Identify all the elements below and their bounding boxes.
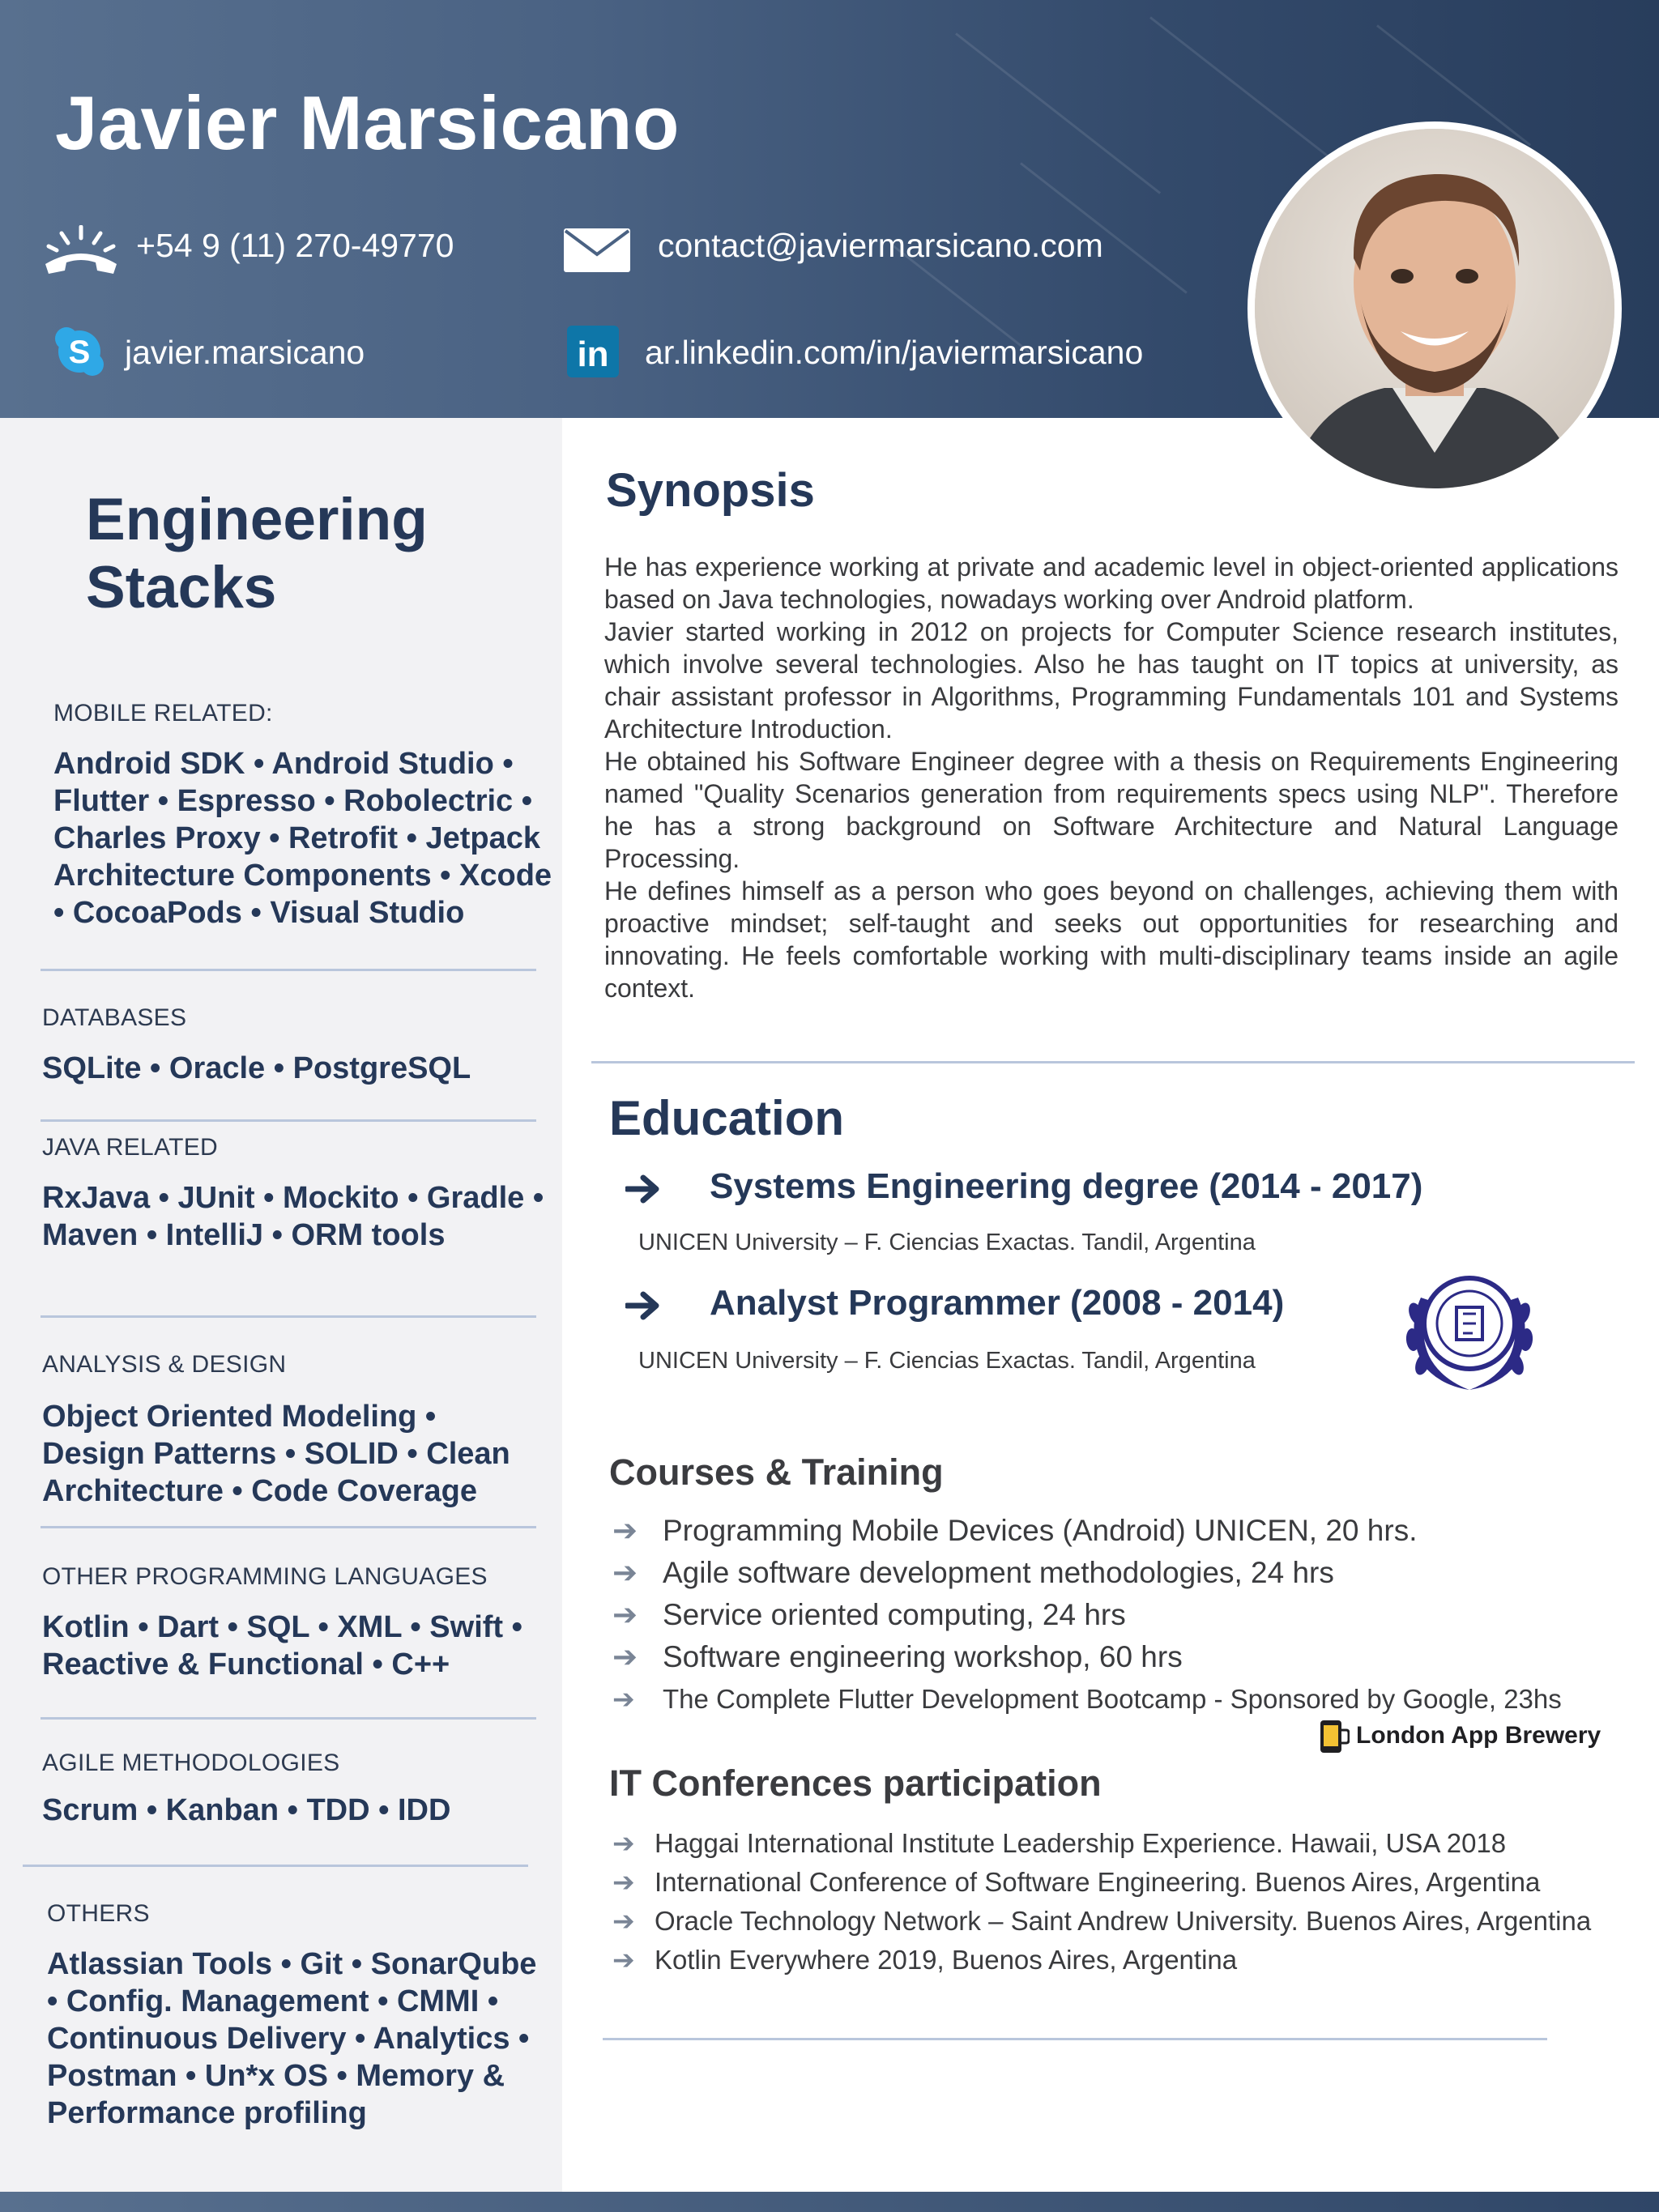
arrow-right-icon: ➔ [612, 1945, 635, 1975]
courses-heading: Courses & Training [609, 1451, 944, 1493]
separator [41, 1717, 536, 1720]
arrow-right-icon: ➔ [612, 1867, 635, 1897]
course-item [612, 1597, 1126, 1632]
synopsis-body [604, 551, 1618, 1004]
linkedin-icon [567, 326, 619, 377]
email-icon [564, 228, 630, 272]
category-items-java: RxJava • JUnit • Mockito • Gradle • Maven • IntelliJ • ORM tools [42, 1181, 544, 1252]
arrow-right-icon: ➔ [612, 1640, 638, 1673]
separator [23, 1865, 528, 1867]
category-label-mobile: MOBILE RELATED: [53, 700, 273, 727]
conference-item [612, 1944, 1237, 1975]
phone-number: +54 9 (11) 270-49770 [136, 227, 454, 264]
footer-bar [0, 2192, 1659, 2212]
category-items-mobile: Android SDK • Android Studio • Flutter • Espresso • Robolectric • Charles Proxy • Retrofit • Jetpack Architecture Components • Xcode • CocoaPods • Visual Studio [53, 747, 552, 930]
course-item [612, 1639, 1183, 1674]
arrow-right-icon: ➔ [612, 1684, 635, 1714]
skype-icon [53, 326, 105, 377]
stacks-title [86, 486, 428, 622]
category-label-others: OTHERS [47, 1900, 150, 1927]
separator [41, 1315, 536, 1318]
separator [603, 2038, 1547, 2040]
separator [41, 969, 536, 971]
conference-item [612, 1827, 1506, 1859]
svg-text:in: in [577, 335, 609, 374]
phone-icon [42, 225, 120, 277]
synopsis-paragraph: He defines himself as a person who goes beyond on challenges, achieving them with proactive mindset; self-taught and seeks out opportunities for researching and innovating. He feels comfortable working with multi-disciplinary teams inside an agile context. [604, 876, 1618, 1003]
category-label-java: JAVA RELATED [42, 1134, 218, 1161]
email-address: contact@javiermarsicano.com [658, 227, 1103, 264]
skype-handle: javier.marsicano [125, 334, 365, 371]
conference-text: Haggai International Institute Leadership Experience. Hawaii, USA 2018 [655, 1828, 1507, 1858]
category-items-others: Atlassian Tools • Git • SonarQube • Config. Management • CMMI • Continuous Delivery • Analytics • Postman • Un*x OS • Memory & Performance profiling [47, 1947, 537, 2130]
course-text: Agile software development methodologies, 24 hrs [663, 1556, 1334, 1589]
course-text: Software engineering workshop, 60 hrs [663, 1640, 1183, 1673]
category-items-databases: SQLite • Oracle • PostgreSQL [42, 1051, 471, 1085]
degree-institution: UNICEN University – F. Ciencias Exactas. Tandil, Argentina [638, 1348, 1256, 1374]
arrow-right-icon: ➔ [612, 1598, 638, 1631]
course-text: Programming Mobile Devices (Android) UNICEN, 20 hrs. [663, 1514, 1418, 1547]
linkedin-url: ar.linkedin.com/in/javiermarsicano [645, 334, 1144, 371]
category-label-analysis: ANALYSIS & DESIGN [42, 1351, 287, 1378]
arrow-right-icon [625, 1291, 663, 1320]
arrow-right-icon: ➔ [612, 1906, 635, 1936]
degree-institution: UNICEN University – F. Ciencias Exactas. Tandil, Argentina [638, 1230, 1256, 1255]
arrow-right-icon: ➔ [612, 1514, 638, 1547]
course-text: The Complete Flutter Development Bootcamp - Sponsored by Google, 23hs [663, 1684, 1562, 1714]
course-item [612, 1513, 1417, 1548]
stacks-title-line1: Engineering [86, 487, 428, 552]
degree-title: Analyst Programmer (2008 - 2014) [710, 1283, 1285, 1323]
conference-text: International Conference of Software Engineering. Buenos Aires, Argentina [655, 1867, 1541, 1897]
sponsor-name: London App Brewery [1356, 1722, 1601, 1749]
stacks-title-line2: Stacks [86, 555, 277, 620]
category-items-analysis: Object Oriented Modeling • Design Patterns • SOLID • Clean Architecture • Code Coverage [42, 1400, 510, 1508]
profile-photo-illustration [1255, 129, 1614, 488]
conference-item [612, 1866, 1540, 1898]
separator [41, 1526, 536, 1528]
synopsis-paragraph: Javier started working in 2012 on projects for Computer Science research institutes, which involve several technologies. Also he has taught on IT topics at university, as chair assistant professor in Algorithms, Programming Fundamentals 101 and Systems Architecture Introduction. [604, 617, 1618, 744]
course-text: Service oriented computing, 24 hrs [663, 1598, 1126, 1631]
category-label-databases: DATABASES [42, 1004, 187, 1031]
category-label-languages: OTHER PROGRAMMING LANGUAGES [42, 1563, 488, 1590]
phone-mug-icon [1319, 1719, 1350, 1754]
separator [591, 1061, 1635, 1063]
profile-photo [1247, 121, 1622, 496]
conference-text: Oracle Technology Network – Saint Andrew University. Buenos Aires, Argentina [655, 1906, 1592, 1936]
conference-item [612, 1905, 1591, 1937]
decorative-streak [955, 32, 1161, 194]
svg-text:S: S [68, 335, 91, 370]
category-label-agile: AGILE METHODOLOGIES [42, 1750, 340, 1776]
course-item [612, 1555, 1334, 1590]
course-item [612, 1683, 1562, 1715]
conference-text: Kotlin Everywhere 2019, Buenos Aires, Argentina [655, 1945, 1238, 1975]
synopsis-paragraph: He obtained his Software Engineer degree with a thesis on Requirements Engineering named "Quality Scenarios generation from requirements specs using NLP". Therefore he has a strong background on Software Architecture and Natural Language Processing. [604, 747, 1618, 873]
candidate-name: Javier Marsicano [55, 80, 680, 165]
university-seal-icon [1398, 1265, 1541, 1393]
synopsis-heading: Synopsis [606, 464, 815, 517]
category-items-agile: Scrum • Kanban • TDD • IDD [42, 1793, 451, 1827]
degree-title: Systems Engineering degree (2014 - 2017) [710, 1166, 1423, 1206]
category-items-languages: Kotlin • Dart • SQL • XML • Swift • Reactive & Functional • C++ [42, 1610, 522, 1681]
engineering-stacks-column [0, 418, 562, 2192]
synopsis-paragraph: He has experience working at private and academic level in object-oriented applications based on Java technologies, nowadays working over Android platform. [604, 552, 1618, 614]
conferences-heading: IT Conferences participation [609, 1762, 1102, 1804]
decorative-streak [1149, 16, 1342, 168]
education-heading: Education [609, 1091, 845, 1145]
arrow-right-icon: ➔ [612, 1828, 635, 1858]
separator [41, 1119, 536, 1122]
arrow-right-icon: ➔ [612, 1556, 638, 1589]
arrow-right-icon [625, 1174, 663, 1204]
